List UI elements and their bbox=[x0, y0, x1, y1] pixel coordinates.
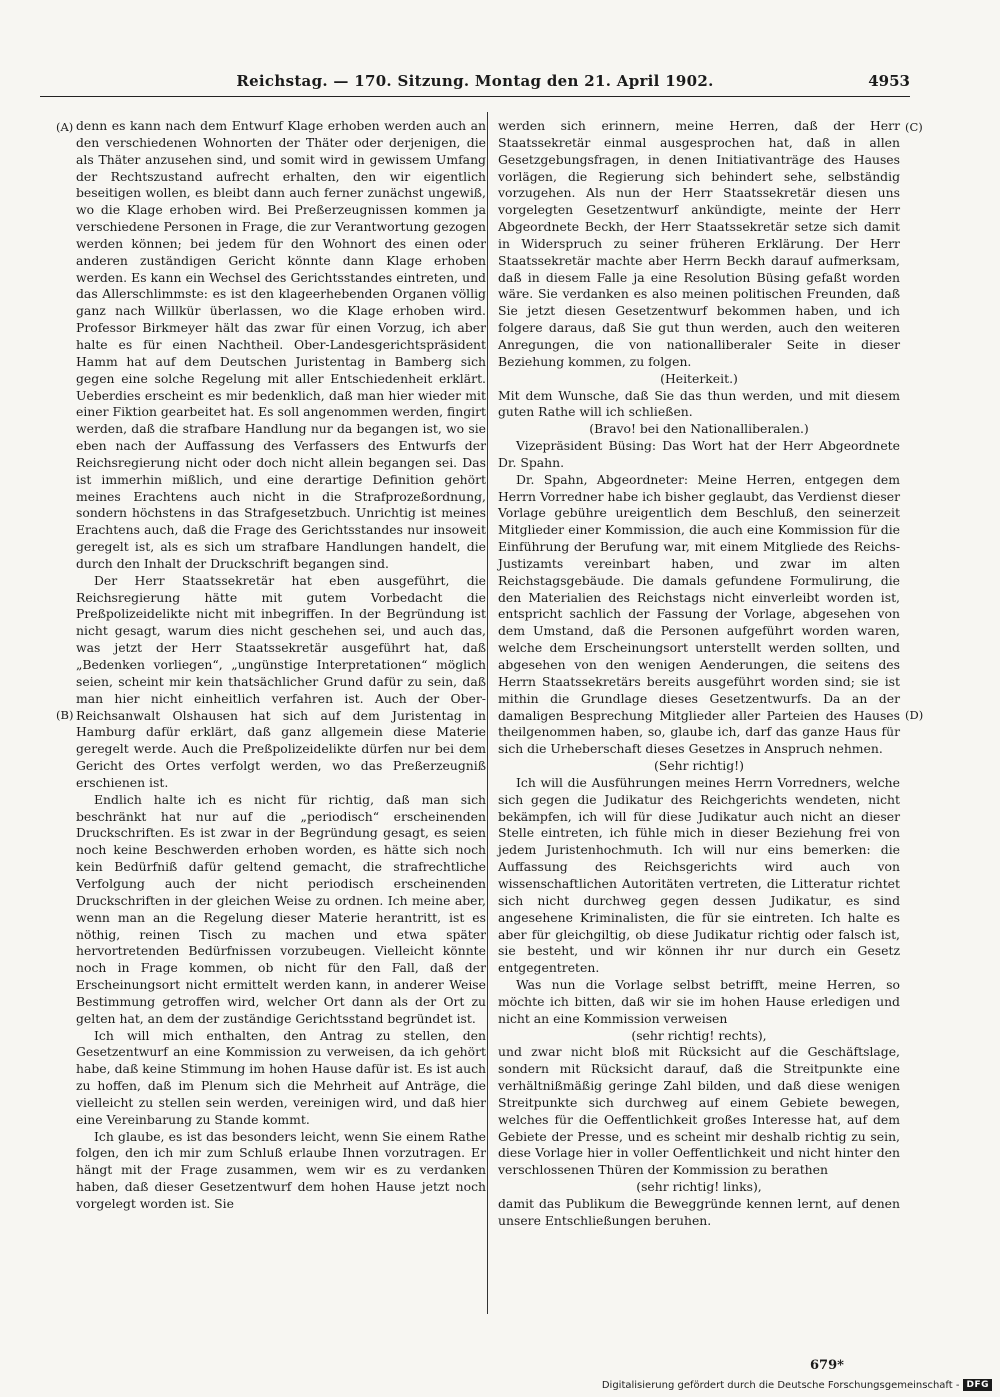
paragraph: und zwar nicht bloß mit Rücksicht auf die Geschäftslage, sondern mit Rücksicht darauf, daß die Streitpunkte eine verhältnißmäßig geringe Zahl bilden, und daß diese wenigen Streitpunkte sich durchweg auf einem Gebiete bewegen, welches für die Oeffentlichkeit großes Interesse hat, auf dem Gebiete der Presse, und es scheint mir deshalb richtig zu sein, diese Vorlage hier in voller Oeffentlichkeit und nicht hinter den verschlossenen Thüren der Kommission zu berathen bbox=[498, 1044, 900, 1178]
footer bbox=[602, 1379, 992, 1391]
right-column bbox=[498, 118, 900, 1230]
paragraph: Was nun die Vorlage selbst betrifft, meine Herren, so möchte ich bitten, daß wir sie im hohen Hause erledigen und nicht an eine Kommission verweisen bbox=[498, 977, 900, 1026]
margin-marker-b: (B) bbox=[56, 708, 74, 722]
margin-marker-c: (C) bbox=[905, 120, 923, 134]
dfg-logo: DFG bbox=[963, 1379, 992, 1391]
interjection: (Sehr richtig!) bbox=[654, 758, 744, 774]
left-column bbox=[76, 118, 486, 1213]
paragraph: damit das Publikum die Beweggründe kennen lernt, auf denen unsere Entschließungen beruhen. bbox=[498, 1196, 900, 1228]
paragraph: Vizepräsident Büsing: Das Wort hat der Herr Abgeordnete Dr. Spahn. bbox=[498, 438, 900, 470]
margin-marker-a: (A) bbox=[56, 120, 74, 134]
interjection: (Heiterkeit.) bbox=[660, 370, 738, 386]
page-header bbox=[40, 70, 910, 97]
paragraph: Der Herr Staatssekretär hat eben ausgeführt, die Reichsregierung hätte mit gutem Vorbedacht die Preßpolizeidelikte nicht mit inbegriffen. In der Begründung ist nicht gesagt, warum dies nicht geschehen sei, und auch das, was jetzt der Herr Staatssekretär ausgeführt hat, daß „Bedenken vorliegen“, „ungünstige Interpretationen“ möglich seien, scheint mir kein thatsächlicher Grund dafür zu sein, daß man hier nicht einheitlich verfahren ist. Auch der Ober-Reichsanwalt Olshausen hat sich auf dem Juristentag in Hamburg dafür erklärt, daß ganz allgemein diese Materie geregelt werde. Auch die Preßpolizeidelikte dürfen nur bei dem Gericht des Ortes verfolgt werden, wo das Preßerzeugniß erschienen ist. bbox=[76, 572, 486, 790]
interjection: (sehr richtig! links), bbox=[636, 1179, 762, 1195]
interjection: (Bravo! bei den Nationalliberalen.) bbox=[589, 421, 809, 437]
margin-marker-d: (D) bbox=[905, 708, 924, 722]
footer-text: Digitalisierung gefördert durch die Deutsche Forschungsgemeinschaft - bbox=[601, 1379, 960, 1391]
sheet-signature: 679* bbox=[810, 1358, 844, 1373]
paragraph: Ich will die Ausführungen meines Herrn Vorredners, welche sich gegen die Judikatur des Reichgerichts wendeten, nicht bekämpfen, ich will für diese Judikatur auch nicht an dieser Stelle eintreten, ich fühle mich in dieser Beziehung frei von jedem Juristenhochmuth. Ich will nur eins bemerken: die Auffassung des Reichsgerichts wird auch von wissenschaftlichen Autoritäten vertreten, die Litteratur richtet sich nicht durchweg gegen dessen Judikatur, es sind angesehene Kriminalisten, die für sie eintreten. Ich halte es aber für gleichgiltig, ob diese Judikatur richtig oder falsch ist, sie besteht, und wir können ihr nur durch ein Gesetz entgegentreten. bbox=[498, 774, 900, 976]
paragraph: Mit dem Wunsche, daß Sie das thun werden, und mit diesem guten Rathe will ich schließen. bbox=[498, 387, 900, 420]
paragraph: Ich will mich enthalten, den Antrag zu stellen, den Gesetzentwurf an eine Kommission zu verweisen, da ich gehört habe, daß keine Stimmung im hohen Hause dafür ist. Es ist auch zu hoffen, daß im Plenum sich die Mehrheit auf Anträge, die vielleicht zu stellen sein werden, vereinigen wird, und daß hier eine Vereinbarung zu Stande kommt. bbox=[76, 1027, 486, 1127]
header-title: Reichstag. — 170. Sitzung. Montag den 21. April 1902. bbox=[236, 72, 714, 90]
paragraph: Dr. Spahn, Abgeordneter: Meine Herren, entgegen dem Herrn Vorredner habe ich bisher geglaubt, das Verdienst dieser Vorlage gebühre ureigentlich dem Beschluß, den seinerzeit Mitglieder einer Kommission, die auch eine Kommission für die Einführung der Berufung war, mit einem Mitgliede des Reichs-Justizamts vereinbart haben, und zwar im alten Reichstagsgebäude. Die damals gefundene Formulirung, die den Materialien des Reichstags nicht einverleibt worden ist, entspricht sachlich der Fassung der Vorlage, abgesehen von dem Umstand, daß die Personen aufgeführt worden waren, welche dem Erscheinungsort unterstellt werden sollten, und abgesehen von den wenigen Aenderungen, die seitens des Herrn Staatssekretärs bereits ausgeführt worden sind; sie ist mithin die Grundlage dieses Gesetzentwurfs. Da an der damaligen Besprechung Mitglieder aller Parteien des Hauses theilgenommen haben, so, glaube ich, darf das ganze Haus für sich die Urheberschaft dieses Gesetzes in Anspruch nehmen. bbox=[498, 471, 900, 757]
paragraph: denn es kann nach dem Entwurf Klage erhoben werden auch an den verschiedenen Wohnorten der Thäter oder derjenigen, die als Thäter anzusehen sind, und somit wird in gewissem Umfang der Rechtszustand aufrecht erhalten, den wir eigentlich beseitigen wollen, es bleibt dann auch ferner zunächst ungewiß, wo die Klage erhoben wird. Bei Preßerzeugnissen kommen ja verschiedene Personen in Frage, die zur Verantwortung gezogen werden können; bei jedem für den Wohnort des einen oder anderen zuständigen Gericht könnte dann Klage erhoben werden. Es kann ein Wechsel des Gerichtsstandes eintreten, und das Allerschlimmste: es ist den klageerhebenden Organen völlig ganz nach Willkür überlassen, wo die Klage erhoben wird. Professor Birkmeyer hält das zwar für einen Vorzug, ich aber halte es für einen Nachtheil. Ober-Landesgerichtspräsident Hamm hat auf dem Deutschen Juristentag in Bamberg sich gegen eine solche Regelung mit aller Entschiedenheit erklärt. Ueberdies erscheint es mir bedenklich, daß man hier wieder mit einer Fiktion gearbeitet hat. Es soll angenommen werden, fingirt werden, daß die strafbare Handlung nur da begangen ist, wo sie eben nach der Auffassung des Verfassers des Entwurfs der Reichsregierung nicht oder doch nicht allein begangen sei. Das ist immerhin mißlich, und eine derartige Definition gehört meines Erachtens auch nicht in die Strafprozeßordnung, sondern höchstens in das Strafgesetzbuch. Unrichtig ist meines Erachtens auch, daß die Frage des Gerichtsstandes nur insoweit geregelt ist, als es sich um strafbare Handlungen handelt, die durch den Inhalt der Druckschrift begangen sind. bbox=[76, 118, 486, 571]
paragraph: Endlich halte ich es nicht für richtig, daß man sich beschränkt hat nur auf die „periodisch“ erscheinenden Druckschriften. Es ist zwar in der Begründung gesagt, es seien noch keine Beschwerden erhoben worden, es hätte sich noch kein Bedürfniß dafür geltend gemacht, die strafrechtliche Verfolgung auch der nicht periodisch erscheinenden Druckschriften in der gleichen Weise zu ordnen. Ich meine aber, wenn man an die Regelung dieser Materie herantritt, ist es nöthig, reinen Tisch zu machen und etwa später hervortretenden Bedürfnissen vorzubeugen. Vielleicht könnte noch in Frage kommen, ob nicht für den Fall, daß der Erscheinungsort nicht ermittelt werden kann, in anderer Weise Bestimmung getroffen wird, welcher Ort dann als der Ort zu gelten hat, an dem der zuständige Gerichtsstand begründet ist. bbox=[76, 791, 486, 1026]
interjection: (sehr richtig! rechts), bbox=[631, 1027, 767, 1043]
paragraph: werden sich erinnern, meine Herren, daß der Herr Staatssekretär einmal ausgesprochen hat, daß in allen Gesetzgebungsfragen, in denen Initiativanträge des Hauses vorlägen, die Regierung sich behindert sehe, selbständig vorzugehen. Als nun der Herr Staatssekretär diesen uns vorgelegten Gesetzentwurf ankündigte, meinte der Herr Abgeordnete Beckh, der Herr Staatssekretär setze sich damit in Widerspruch zu seiner früheren Erklärung. Der Herr Staatssekretär machte aber Herrn Beckh darauf aufmerksam, daß in diesem Falle ja eine Resolution Büsing gefaßt worden wäre. Sie verdanken es also meinen politischen Freunden, daß Sie jetzt diesen Gesetzentwurf bekommen haben, und ich folgere daraus, daß Sie gut thun werden, auch den weiteren Anregungen, die von nationalliberaler Seite in dieser Beziehung kommen, zu folgen. bbox=[498, 118, 900, 369]
paragraph: Ich glaube, es ist das besonders leicht, wenn Sie einem Rathe folgen, den ich mir zum Schluß erlaube Ihnen vorzutragen. Er hängt mit der Frage zusammen, wem wir es zu verdanken haben, daß dieser Gesetzentwurf dem hohen Hause jetzt noch vorgelegt worden ist. Sie bbox=[76, 1128, 486, 1211]
column-divider bbox=[487, 112, 488, 1314]
page-number: 4953 bbox=[868, 72, 910, 90]
